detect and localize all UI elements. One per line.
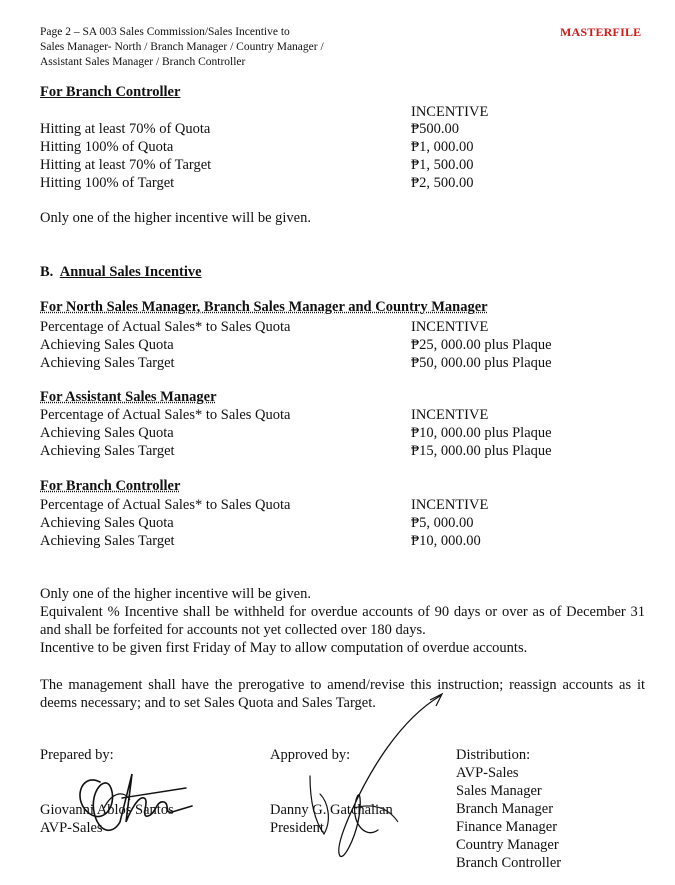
bc-monthly-note: Only one of the higher incentive will be given. xyxy=(40,210,311,226)
distribution-item: Country Manager xyxy=(456,837,559,853)
annual-row-label: Achieving Sales Target xyxy=(40,355,175,371)
annual-row-value: ₱50, 000.00 plus Plaque xyxy=(411,355,552,371)
prepared-by-signature xyxy=(60,752,200,842)
annual-row-label: Achieving Sales Quota xyxy=(40,515,174,531)
annual-row-value: INCENTIVE xyxy=(411,497,489,513)
branch-controller-heading: For Branch Controller xyxy=(40,84,181,100)
prepared-by-title: AVP-Sales xyxy=(40,820,103,836)
masterfile-stamp: MASTERFILE xyxy=(560,25,642,39)
annual-row-value: INCENTIVE xyxy=(411,319,489,335)
distribution-item: Branch Manager xyxy=(456,801,554,817)
section-b-title: Annual Sales Incentive xyxy=(59,264,202,280)
prepared-by-label: Prepared by: xyxy=(40,747,114,763)
annual-row-value: INCENTIVE xyxy=(411,407,489,423)
annual-row-label: Achieving Sales Target xyxy=(40,443,175,459)
distribution-item: Finance Manager xyxy=(456,819,558,835)
annual-row-value: ₱10, 000.00 xyxy=(411,533,481,549)
note-withheld: Equivalent % Incentive shall be withheld for overdue accounts of 90 days or over as of December 31 and shall be forfeited for accounts not yet collected over 180 days. xyxy=(40,604,645,638)
approved-by-name: Danny G. Gatchalian xyxy=(270,802,393,818)
distribution-item: AVP-Sales xyxy=(456,765,519,781)
section-b-heading xyxy=(40,263,202,281)
incentive-col-header: INCENTIVE xyxy=(411,104,489,120)
distribution-block xyxy=(456,746,561,872)
approved-by-title: President xyxy=(270,820,324,836)
bc-row-value: ₱1, 500.00 xyxy=(411,157,474,173)
annual-row-label: Achieving Sales Quota xyxy=(40,425,174,441)
annual-row-label: Percentage of Actual Sales* to Sales Quota xyxy=(40,319,291,335)
header-line-2: Sales Manager- North / Branch Manager / Country Manager / xyxy=(40,41,324,53)
bc-row-value: ₱500.00 xyxy=(411,121,459,137)
annual-group-heading: For North Sales Manager, Branch Sales Manager and Country Manager xyxy=(40,299,488,315)
bc-row-value: ₱1, 000.00 xyxy=(411,139,474,155)
bc-row-label: Hitting at least 70% of Quota xyxy=(40,121,211,137)
header-line-3: Assistant Sales Manager / Branch Controller xyxy=(40,56,246,68)
annual-row-value: ₱25, 000.00 plus Plaque xyxy=(411,337,552,353)
annual-group-heading: For Branch Controller xyxy=(40,478,181,494)
note-one-higher: Only one of the higher incentive will be given. xyxy=(40,586,311,602)
annual-group-heading: For Assistant Sales Manager xyxy=(40,389,217,405)
bc-row-label: Hitting at least 70% of Target xyxy=(40,157,212,173)
approved-by-signature xyxy=(280,690,450,870)
annual-row-value: ₱5, 000.00 xyxy=(411,515,474,531)
bc-row-label: Hitting 100% of Quota xyxy=(40,139,174,155)
annual-row-value: ₱15, 000.00 plus Plaque xyxy=(411,443,552,459)
annual-row-label: Percentage of Actual Sales* to Sales Quota xyxy=(40,497,291,513)
distribution-item: Sales Manager xyxy=(456,783,542,799)
note-prerogative: The management shall have the prerogative to amend/revise this instruction; reassign accounts as it deems necessary; and to set Sales Quota and Sales Target. xyxy=(40,677,645,711)
annual-row-label: Achieving Sales Quota xyxy=(40,337,174,353)
approved-by-label: Approved by: xyxy=(270,747,351,763)
annual-row-label: Achieving Sales Target xyxy=(40,533,175,549)
section-b-letter: B. xyxy=(40,264,54,280)
document-header xyxy=(40,25,324,70)
bc-row-label: Hitting 100% of Target xyxy=(40,175,175,191)
annual-row-value: ₱10, 000.00 plus Plaque xyxy=(411,425,552,441)
distribution-label: Distribution: xyxy=(456,747,531,763)
header-line-1: Page 2 – SA 003 Sales Commission/Sales Incentive to xyxy=(40,26,290,38)
prepared-by-name: Giovanni Ablos Santos xyxy=(40,802,174,818)
annual-row-label: Percentage of Actual Sales* to Sales Quota xyxy=(40,407,291,423)
distribution-item: Branch Controller xyxy=(456,855,562,871)
bc-row-value: ₱2, 500.00 xyxy=(411,175,474,191)
note-timing: Incentive to be given first Friday of May to allow computation of overdue accounts. xyxy=(40,640,528,656)
